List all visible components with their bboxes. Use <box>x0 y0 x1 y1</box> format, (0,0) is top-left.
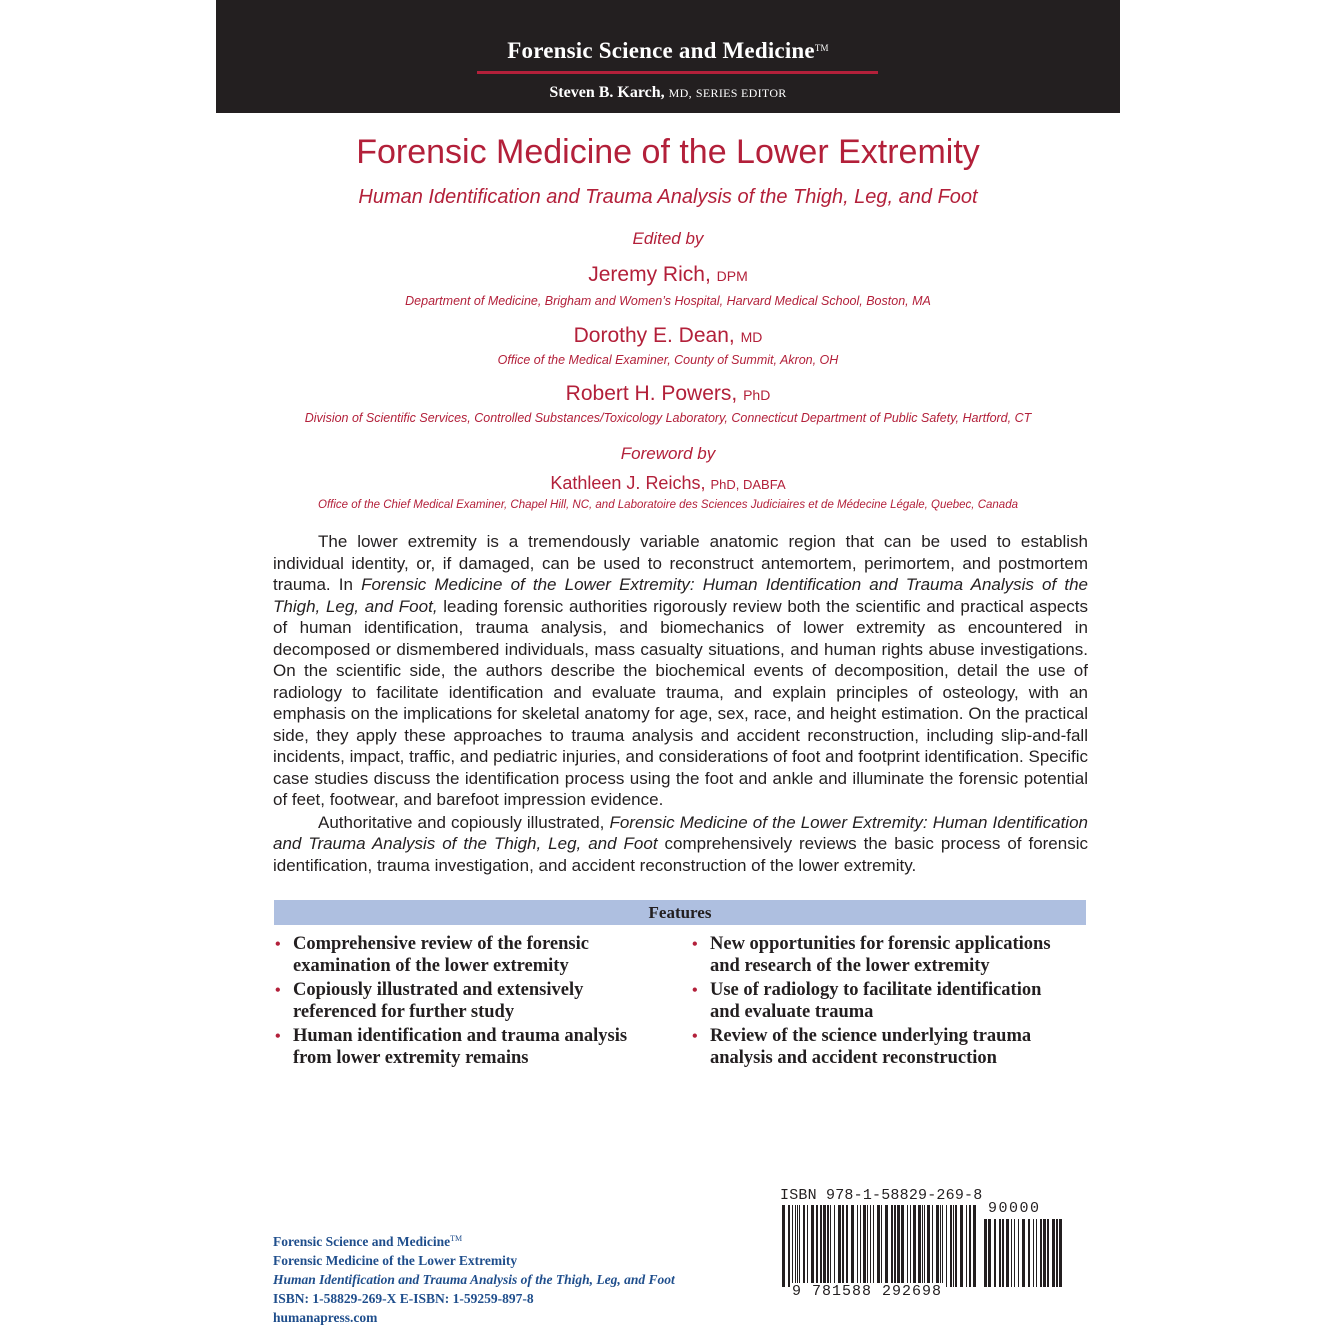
editor-name-text: Jeremy Rich, <box>588 263 711 286</box>
barcode-bar <box>897 1205 900 1287</box>
barcode-bar <box>795 1205 796 1287</box>
barcode-bar <box>867 1205 868 1287</box>
feature-item <box>691 980 1071 1023</box>
barcode-bar <box>994 1219 996 1287</box>
feature-item <box>274 1026 654 1069</box>
trademark-mark: TM <box>450 1234 463 1243</box>
barcode-bar <box>910 1205 911 1287</box>
barcode-bar <box>999 1219 1001 1287</box>
barcode-bar <box>924 1205 925 1287</box>
barcode-bar <box>1006 1219 1009 1287</box>
barcode-bar <box>891 1205 893 1287</box>
barcode-bar <box>907 1205 908 1287</box>
book-subtitle: Human Identification and Trauma Analysis of the Thigh, Leg, and Foot <box>358 186 978 208</box>
barcode-bar <box>807 1205 808 1287</box>
description-paragraph <box>273 531 1088 811</box>
editor-affiliation: Department of Medicine, Brigham and Women’s Hospital, Harvard Medical School, Boston, MA <box>405 294 931 308</box>
barcode-bar <box>788 1205 790 1287</box>
editor-name <box>216 324 1120 348</box>
foreword-label: Foreword by <box>620 444 716 463</box>
barcode-bar <box>953 1205 954 1287</box>
barcode-bar <box>932 1205 933 1287</box>
feature-text: New opportunities for forensic applications and research of the lower extremity <box>710 934 1051 976</box>
foreword-affiliation: Office of the Chief Medical Examiner, Chapel Hill, NC, and Laboratoire des Sciences Judiciaires et de Médecine Légale, Quebec, Canada <box>318 499 1018 511</box>
series-editor-degree: MD, <box>668 86 692 100</box>
description-italic-title: Forensic Medicine of the Lower Extremity: Human Identification and Trauma Analysis of the Thigh, Leg, and Foot <box>273 812 1088 853</box>
barcode-bar <box>894 1205 896 1287</box>
description-text: The lower extremity is a tremendously variable anatomic region that can be used to establish individual identity, or, if damaged, can be used to reconstruct antemortem, perimortem, and postmortem trauma. In <box>273 532 1088 594</box>
barcode-bar <box>881 1205 882 1287</box>
barcode-bar <box>1028 1219 1030 1287</box>
barcode-bar <box>984 1219 987 1287</box>
barcode-bar <box>851 1205 854 1287</box>
back-cover <box>216 0 1120 1336</box>
ean-barcode-bars <box>782 1205 978 1287</box>
barcode-bar <box>1011 1219 1012 1287</box>
barcode-bar <box>1022 1219 1025 1287</box>
barcode-bar <box>782 1205 785 1287</box>
imprint-series <box>273 1229 675 1251</box>
barcode-bar <box>988 1219 991 1287</box>
imprint-title: Forensic Medicine of the Lower Extremity <box>273 1253 518 1268</box>
barcode-bar <box>857 1205 858 1287</box>
feature-item <box>691 934 1071 977</box>
feature-text: Copiously illustrated and extensively referenced for further study <box>293 980 584 1022</box>
barcode-bar <box>966 1205 967 1287</box>
series-divider <box>477 71 878 74</box>
bullet-icon: • <box>692 936 698 953</box>
barcode-bar <box>960 1205 963 1287</box>
features-list-left <box>274 934 654 1072</box>
barcode-bar <box>901 1205 904 1287</box>
foreword-author-name: Kathleen J. Reichs, <box>550 473 706 493</box>
barcode-bar <box>838 1205 841 1287</box>
isbn-label: ISBN 978-1-58829-269-8 <box>780 1187 983 1204</box>
editor-affiliation: Office of the Medical Examiner, County of Summit, Akron, OH <box>497 353 839 367</box>
book-title: Forensic Medicine of the Lower Extremity <box>356 133 980 171</box>
barcode-bar <box>870 1205 871 1287</box>
barcode-bar <box>842 1205 844 1287</box>
imprint-subtitle: Human Identification and Trauma Analysis of the Thigh, Leg, and Foot <box>273 1272 675 1287</box>
barcode-bar <box>811 1205 814 1287</box>
addon-barcode-bars <box>984 1219 1066 1301</box>
barcode-bar <box>1043 1219 1046 1287</box>
barcode-bar <box>1040 1219 1042 1287</box>
barcode-bar <box>1052 1219 1055 1287</box>
imprint-isbn: ISBN: 1-58829-269-X E-ISBN: 1-59259-897-8 <box>273 1291 534 1306</box>
barcode-bar <box>969 1205 971 1287</box>
editor-name-text: Robert H. Powers, <box>565 382 738 405</box>
series-title <box>216 38 1120 64</box>
imprint-series-text: Forensic Science and Medicine <box>273 1234 451 1249</box>
barcode-bar <box>834 1205 835 1287</box>
feature-item <box>274 980 654 1023</box>
barcode-bar <box>860 1205 861 1287</box>
barcode-bar <box>950 1205 952 1287</box>
editor-degree: DPM <box>716 268 748 284</box>
barcode-bar <box>940 1205 941 1287</box>
series-editor-role: SERIES EDITOR <box>695 86 787 100</box>
trademark-mark: TM <box>814 43 829 53</box>
description-text: Authoritative and copiously illustrated, <box>318 812 610 832</box>
barcode-bar <box>820 1205 822 1287</box>
bullet-icon: • <box>275 982 281 999</box>
isbn-barcode <box>778 1187 1070 1305</box>
series-banner <box>216 0 1120 113</box>
feature-text: Review of the science underlying trauma analysis and accident reconstruction <box>710 1026 1032 1068</box>
barcode-bar <box>827 1205 829 1287</box>
description-text: leading forensic authorities rigorously review both the scientific and practical aspects of human identification, trauma analysis, and biomechanics of lower extremity as encountered in decomposed or dismembered individuals, mass casualty situations, and human rights abuse investigations. On the scientific side, the authors describe the biochemical events of decomposition, detail the use of radiology to facilitate identification and evaluate trauma, and explain principles of osteology, with an emphasis on the implications for skeletal anatomy for age, sex, race, and height estimation. On the practical side, they apply these approaches to trauma analysis and accident reconstruction, including slip-and-fall incidents, impact, traffic, and pediatric injuries, and considerations of foot and footprint identification. Specific case studies discuss the identification process using the foot and ankle and illuminate the forensic potential of feet, footwear, and barefoot impression evidence. <box>273 596 1089 809</box>
barcode-bar <box>863 1205 866 1287</box>
description-text: comprehensively reviews the basic process of forensic identification, trauma investigation, and accident reconstruction of the lower extremity. <box>273 834 1088 875</box>
barcode-bar <box>1002 1219 1004 1287</box>
bullet-icon: • <box>692 982 698 999</box>
series-editor-name: Steven B. Karch, <box>549 84 665 101</box>
barcode-bar <box>973 1205 976 1287</box>
publisher-url: humanapress.com <box>273 1310 378 1325</box>
feature-text: Human identification and trauma analysis from lower extremity remains <box>293 1026 628 1068</box>
series-title-text: Forensic Science and Medicine <box>507 38 815 63</box>
bullet-icon: • <box>275 1028 281 1045</box>
feature-text: Comprehensive review of the forensic examination of the lower extremity <box>293 934 589 976</box>
barcode-bar <box>1047 1219 1049 1287</box>
description-paragraph <box>273 812 1088 877</box>
series-editor <box>216 84 1120 102</box>
barcode-bar <box>823 1205 826 1287</box>
barcode-bar <box>936 1205 939 1287</box>
feature-text: Use of radiology to facilitate identification and evaluate trauma <box>710 980 1042 1022</box>
barcode-bar <box>1059 1219 1062 1287</box>
barcode-bar <box>877 1205 880 1287</box>
barcode-bar <box>1033 1219 1034 1287</box>
description-italic-title: Forensic Medicine of the Lower Extremity: Human Identification and Trauma Analysis of the Thigh, Leg, and Foot, <box>273 575 1088 616</box>
barcode-bar <box>799 1205 800 1287</box>
barcode-bar <box>913 1205 916 1287</box>
barcode-bar <box>1014 1219 1015 1287</box>
barcode-bar <box>942 1205 943 1287</box>
editor-degree: PhD <box>743 387 771 403</box>
features-heading: Features <box>274 900 1086 925</box>
foreword-author <box>216 473 1120 494</box>
barcode-bar <box>792 1205 793 1287</box>
barcode-bar <box>927 1205 930 1287</box>
editor-name <box>216 382 1120 406</box>
editor-name-text: Dorothy E. Dean, <box>573 324 735 347</box>
barcode-bar <box>922 1205 923 1287</box>
edited-by-label: Edited by <box>632 229 704 248</box>
barcode-bar <box>846 1205 848 1287</box>
barcode-bar <box>803 1205 805 1287</box>
barcode-bar <box>1036 1219 1037 1287</box>
barcode-bar <box>885 1205 888 1287</box>
barcode-bar <box>816 1205 818 1287</box>
price-code-label: 90000 <box>988 1200 1041 1217</box>
foreword-author-degree: PhD, DABFA <box>710 477 786 492</box>
bullet-icon: • <box>692 1028 698 1045</box>
editor-name <box>216 263 1120 287</box>
editor-degree: MD <box>740 329 763 345</box>
editor-affiliation: Division of Scientific Services, Controlled Substances/Toxicology Laboratory, Connecticut Department of Public Safety, Hartford, CT <box>304 411 1032 425</box>
barcode-bar <box>946 1205 947 1287</box>
barcode-bar <box>797 1205 798 1287</box>
barcode-bar <box>830 1205 831 1287</box>
book-description <box>273 531 1088 876</box>
barcode-bar <box>1056 1219 1058 1287</box>
feature-item <box>274 934 654 977</box>
barcode-bar <box>955 1205 957 1287</box>
features-list-right <box>691 934 1071 1072</box>
imprint-block <box>273 1229 675 1308</box>
barcode-bar <box>918 1205 921 1287</box>
barcode-bar <box>873 1205 874 1287</box>
bullet-icon: • <box>275 936 281 953</box>
feature-item <box>691 1026 1071 1069</box>
ean-digits-label: 9 781588 292698 <box>792 1283 943 1300</box>
barcode-bar <box>1018 1219 1019 1287</box>
